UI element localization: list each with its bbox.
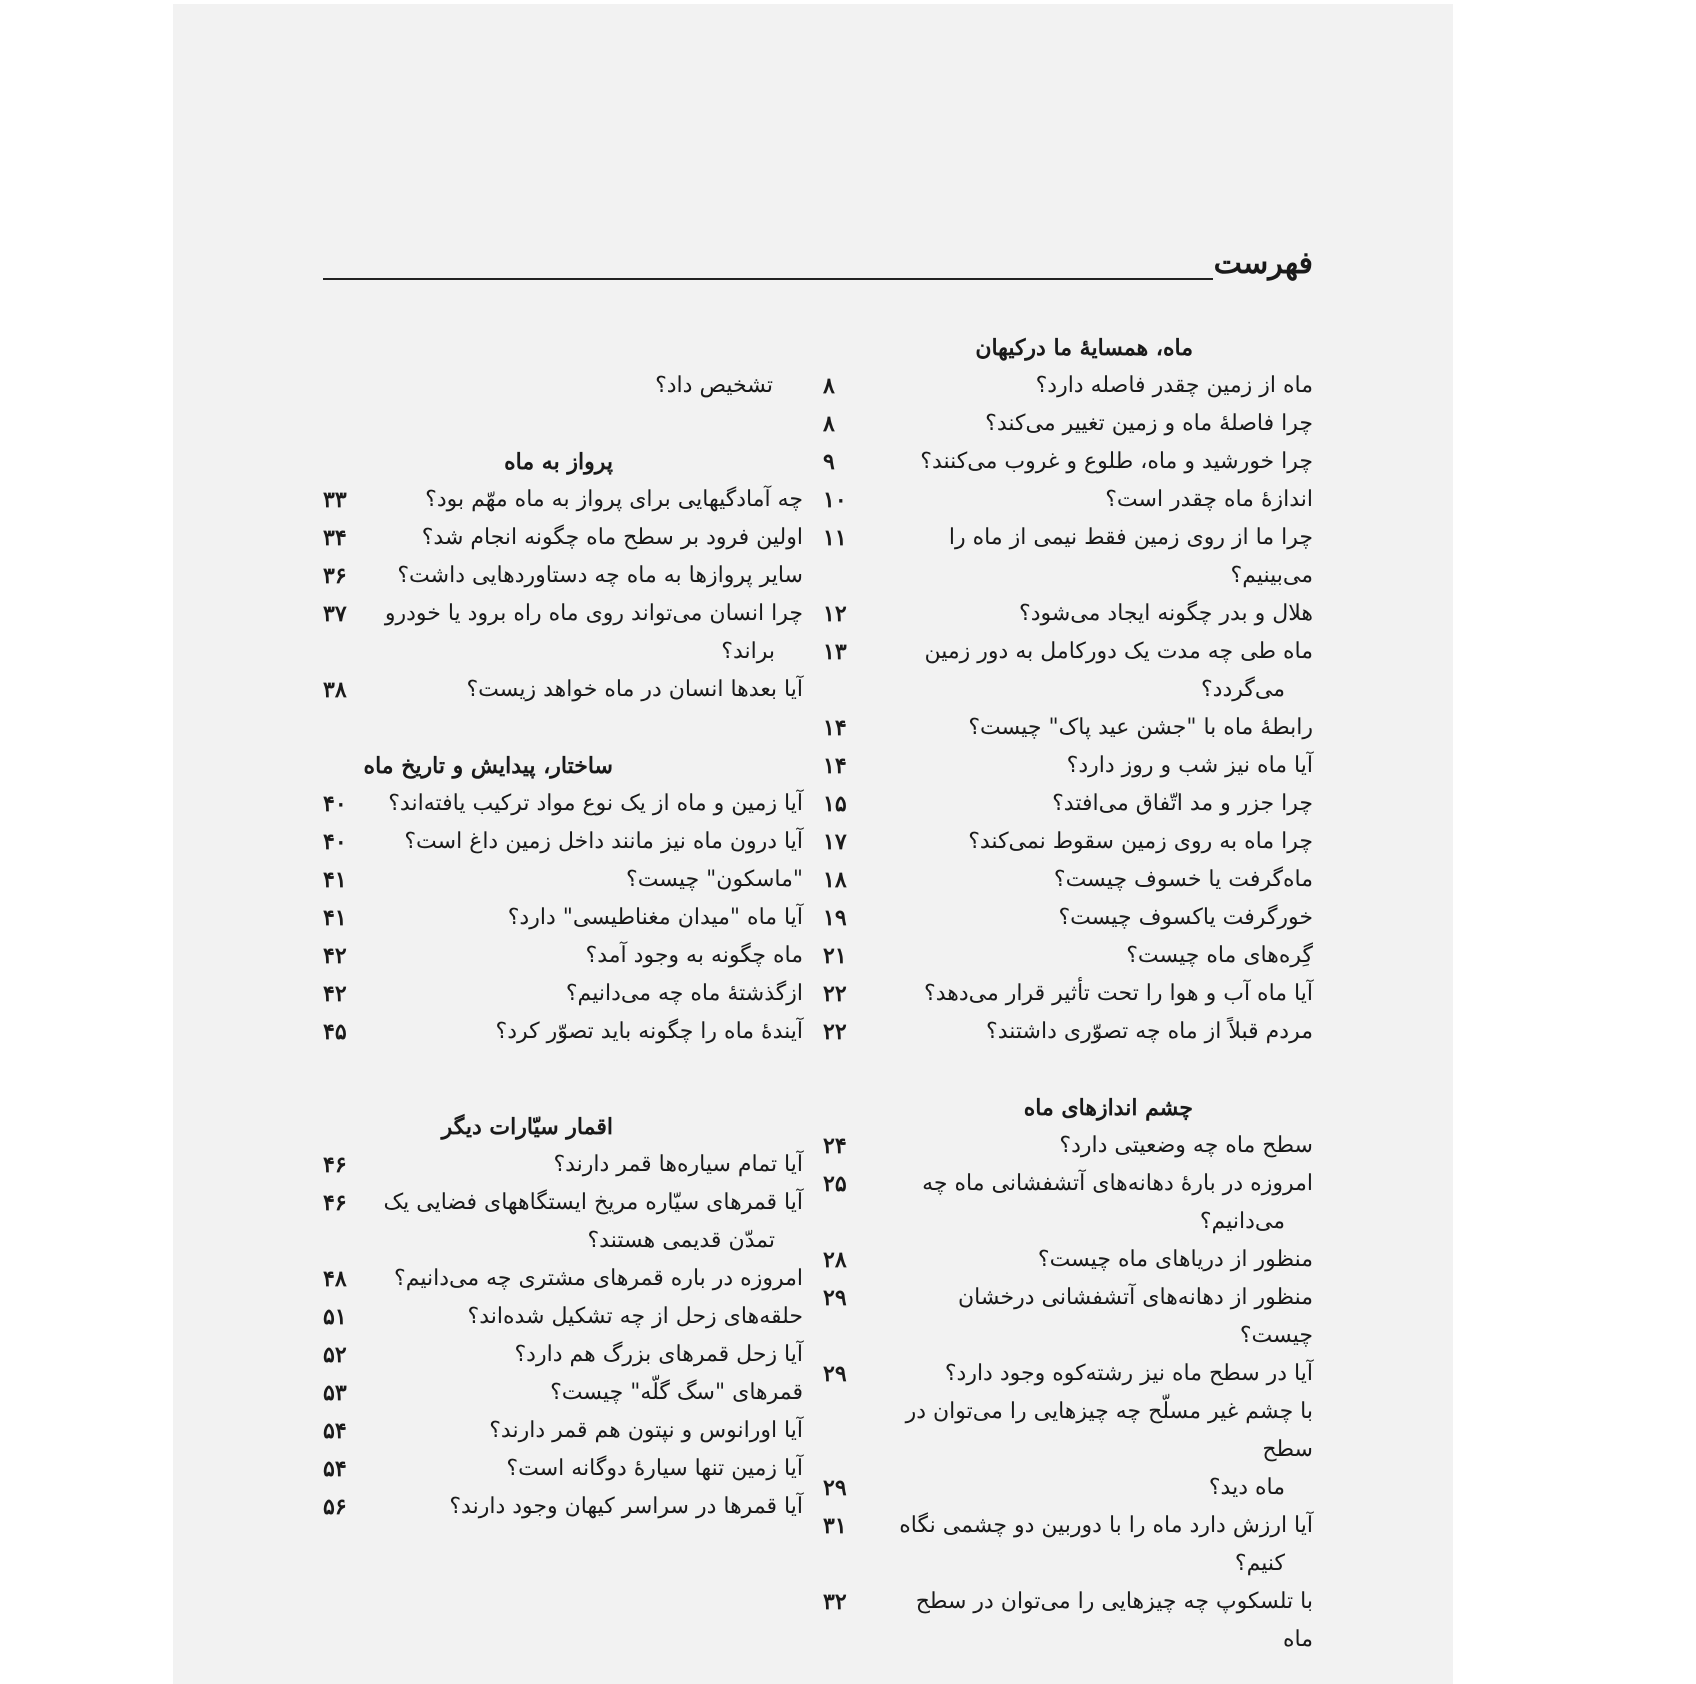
toc-entry-continuation — [823, 1469, 1313, 1507]
entry-title: آیا قمرها در سراسر کیهان وجود دارند؟ — [449, 1494, 803, 1519]
toc-entry — [323, 671, 803, 709]
entry-page: ۴۱ — [323, 905, 347, 931]
entry-title: آیا ماه "میدان مغناطیسی" دارد؟ — [507, 905, 803, 930]
toc-entry — [323, 1260, 803, 1298]
entry-title: با چشم غیر مسلّح چه چیزهایی را می‌توان در سطح — [905, 1399, 1313, 1462]
entry-title: ماه از زمین چقدر فاصله دارد؟ — [1035, 373, 1313, 398]
entry-title-continuation: ماه دید؟ — [1208, 1475, 1285, 1500]
entry-title: آیا قمرهای سیّاره مریخ ایستگاههای فضایی یک — [383, 1190, 803, 1215]
entry-page: ۴۸ — [323, 1266, 347, 1292]
entry-page: ۲۲ — [823, 1019, 847, 1045]
page-title: فهرست — [1213, 246, 1313, 281]
toc-entry — [323, 481, 803, 519]
toc-entry — [823, 1355, 1313, 1393]
entry-title: چرا انسان می‌تواند روی ماه راه برود یا خودرو — [384, 601, 803, 626]
entry-title: آیا در سطح ماه نیز رشته‌کوه وجود دارد؟ — [944, 1361, 1313, 1386]
toc-column-right — [823, 329, 1313, 1659]
entry-title: چرا جزر و مد اتّفاق می‌افتد؟ — [1052, 791, 1313, 816]
entry-title: منظور از دریاهای ماه چیست؟ — [1037, 1247, 1313, 1272]
entry-page: ۱۹ — [823, 905, 847, 931]
entry-title: چرا ماه به روی زمین سقوط نمی‌کند؟ — [968, 829, 1313, 854]
toc-entry — [323, 823, 803, 861]
entry-title: سایر پروازها به ماه چه دستاوردهایی داشت؟ — [397, 563, 803, 588]
entry-page: ۱۸ — [823, 867, 847, 893]
toc-entry — [823, 1165, 1313, 1203]
entry-title: آیا ارزش دارد ماه را با دوربین دو چشمی نگاه — [899, 1513, 1313, 1538]
toc-entry — [823, 861, 1313, 899]
entry-title: آیا ماه آب و هوا را تحت تأثیر قرار می‌دهد؟ — [924, 981, 1313, 1006]
entry-title-continuation: تشخیص داد؟ — [655, 373, 773, 398]
toc-entry — [323, 1184, 803, 1222]
entry-title: قمرهای "سگ گلّه" چیست؟ — [550, 1380, 803, 1405]
toc-entry — [823, 1241, 1313, 1279]
entry-title-continuation: کنیم؟ — [1234, 1551, 1285, 1576]
entry-page: ۳۴ — [323, 525, 347, 551]
toc-column-left — [323, 329, 803, 1526]
entry-page: ۲۹ — [823, 1475, 847, 1501]
entry-title: با تلسکوپ چه چیزهایی را می‌توان در سطح ماه — [915, 1589, 1313, 1652]
entry-page: ۴۰ — [323, 791, 347, 817]
entry-page: ۲۸ — [823, 1247, 847, 1273]
entry-title: منظور از دهانه‌های آتشفشانی درخشان چیست؟ — [958, 1285, 1313, 1348]
entry-page: ۵۱ — [323, 1304, 347, 1330]
toc-entry — [823, 1583, 1313, 1659]
entry-page: ۲۴ — [823, 1133, 847, 1159]
entry-title-continuation: تمدّن قدیمی هستند؟ — [587, 1228, 775, 1253]
entry-page: ۵۳ — [323, 1380, 347, 1406]
toc-entry — [823, 1393, 1313, 1469]
entry-page: ۳۲ — [823, 1589, 847, 1615]
toc-entry — [823, 481, 1313, 519]
entry-title: "ماسکون" چیست؟ — [626, 867, 803, 892]
entry-title: خورگرفت یاکسوف چیست؟ — [1058, 905, 1313, 930]
entry-page: ۱۵ — [823, 791, 847, 817]
toc-entry — [323, 1146, 803, 1184]
toc-entry-continuation — [323, 633, 803, 671]
entry-page: ۱۲ — [823, 601, 847, 627]
entry-title: اندازهٔ ماه چقدر است؟ — [1105, 487, 1313, 512]
entry-title: آیندهٔ ماه را چگونه باید تصوّر کرد؟ — [495, 1019, 803, 1044]
entry-title: چرا خورشید و ماه، طلوع و غروب می‌کنند؟ — [920, 449, 1313, 474]
toc-entry — [323, 595, 803, 633]
entry-page: ۲۲ — [823, 981, 847, 1007]
entry-title: حلقه‌های زحل از چه تشکیل شده‌اند؟ — [467, 1304, 803, 1329]
toc-entry — [323, 1450, 803, 1488]
entry-page: ۴۲ — [323, 943, 347, 969]
entry-page: ۱۷ — [823, 829, 847, 855]
section-heading: ساختار، پیدایش و تاریخ ماه — [363, 753, 613, 779]
entry-title: گِره‌های ماه چیست؟ — [1126, 943, 1313, 968]
entry-page: ۲۱ — [823, 943, 847, 969]
toc-entry — [323, 975, 803, 1013]
entry-page: ۴۶ — [323, 1152, 347, 1178]
toc-entry — [823, 747, 1313, 785]
entry-title: آیا درون ماه نیز مانند داخل زمین داغ است؟ — [404, 829, 803, 854]
entry-title: چه آمادگیهایی برای پرواز به ماه مهّم بود؟ — [425, 487, 803, 512]
entry-page: ۴۱ — [323, 867, 347, 893]
entry-page: ۱۳ — [823, 639, 847, 665]
toc-entry-continuation — [823, 671, 1313, 709]
entry-page: ۵۴ — [323, 1418, 347, 1444]
entry-title: امروزه در باره قمرهای مشتری چه می‌دانیم؟ — [394, 1266, 803, 1291]
toc-entry — [823, 519, 1313, 595]
entry-page: ۱۴ — [823, 753, 847, 779]
toc-entry — [823, 785, 1313, 823]
section-heading: چشم اندازهای ماه — [1023, 1095, 1193, 1121]
entry-title: چرا ما از روی زمین فقط نیمی از ماه را می‌بینیم؟ — [948, 525, 1313, 588]
entry-page: ۳۳ — [323, 487, 347, 513]
entry-title-continuation: می‌گردد؟ — [1200, 677, 1285, 702]
entry-title: ازگذشتهٔ ماه چه می‌دانیم؟ — [565, 981, 803, 1006]
entry-page: ۵۶ — [323, 1494, 347, 1520]
entry-page: ۵۴ — [323, 1456, 347, 1482]
toc-entry — [823, 443, 1313, 481]
entry-title: آیا زمین و ماه از یک نوع مواد ترکیب یافته‌اند؟ — [388, 791, 803, 816]
entry-page: ۳۸ — [323, 677, 347, 703]
toc-entry — [823, 709, 1313, 747]
toc-entry-carryover — [323, 367, 803, 405]
entry-page: ۵۲ — [323, 1342, 347, 1368]
entry-page: ۴۶ — [323, 1190, 347, 1216]
entry-page: ۱۴ — [823, 715, 847, 741]
toc-entry — [823, 937, 1313, 975]
entry-title: امروزه در بارهٔ دهانه‌های آتشفشانی ماه چه — [922, 1171, 1313, 1196]
toc-entry — [823, 975, 1313, 1013]
toc-entry — [323, 861, 803, 899]
entry-title-continuation: می‌دانیم؟ — [1199, 1209, 1285, 1234]
entry-title: آیا زحل قمرهای بزرگ هم دارد؟ — [514, 1342, 803, 1367]
toc-entry — [323, 1488, 803, 1526]
entry-page: ۲۵ — [823, 1171, 847, 1197]
toc-entry — [823, 1279, 1313, 1355]
entry-title: ماه طی چه مدت یک دورکامل به دور زمین — [924, 639, 1313, 664]
toc-entry — [823, 405, 1313, 443]
entry-title: آیا اورانوس و نپتون هم قمر دارند؟ — [489, 1418, 803, 1443]
entry-page: ۸ — [823, 411, 835, 437]
entry-page: ۸ — [823, 373, 835, 399]
entry-page: ۳۶ — [323, 563, 347, 589]
toc-entry — [323, 1412, 803, 1450]
entry-title: ماه چگونه به وجود آمد؟ — [585, 943, 803, 968]
section-heading: اقمار سیّارات دیگر — [441, 1114, 613, 1140]
toc-entry — [823, 595, 1313, 633]
document-page — [173, 4, 1453, 1684]
toc-entry — [823, 1013, 1313, 1051]
toc-entry — [323, 1374, 803, 1412]
toc-entry — [323, 1298, 803, 1336]
entry-page: ۲۹ — [823, 1361, 847, 1387]
entry-title: آیا بعدها انسان در ماه خواهد زیست؟ — [466, 677, 803, 702]
entry-title: آیا زمین تنها سیارهٔ دوگانه است؟ — [506, 1456, 803, 1481]
entry-title: آیا تمام سیاره‌ها قمر دارند؟ — [553, 1152, 803, 1177]
entry-page: ۱۱ — [823, 525, 847, 551]
entry-page: ۴۲ — [323, 981, 347, 1007]
entry-title: اولین فرود بر سطح ماه چگونه انجام شد؟ — [421, 525, 803, 550]
entry-title: مردم قبلاً از ماه چه تصوّری داشتند؟ — [986, 1019, 1313, 1044]
toc-entry — [823, 823, 1313, 861]
toc-entry — [323, 937, 803, 975]
entry-page: ۲۹ — [823, 1285, 847, 1311]
toc-entry-continuation — [323, 1222, 803, 1260]
entry-title: آیا ماه نیز شب و روز دارد؟ — [1066, 753, 1313, 778]
entry-title: چرا فاصلهٔ ماه و زمین تغییر می‌کند؟ — [985, 411, 1313, 436]
title-rule — [323, 278, 1213, 280]
toc-entry — [823, 1507, 1313, 1545]
toc-entry — [323, 1336, 803, 1374]
toc-header — [323, 244, 1313, 284]
toc-entry-continuation — [823, 1545, 1313, 1583]
toc-entry — [823, 633, 1313, 671]
entry-page: ۳۷ — [323, 601, 347, 627]
section-heading: ماه، همسایهٔ ما درکیهان — [975, 335, 1193, 361]
entry-page: ۹ — [823, 449, 835, 475]
entry-page: ۴۵ — [323, 1019, 347, 1045]
toc-entry — [323, 1013, 803, 1051]
entry-title: رابطهٔ ماه با "جشن عید پاک" چیست؟ — [968, 715, 1313, 740]
toc-entry — [823, 899, 1313, 937]
toc-entry — [823, 1127, 1313, 1165]
entry-title: ماه‌گرفت یا خسوف چیست؟ — [1053, 867, 1313, 892]
entry-page: ۳۱ — [823, 1513, 847, 1539]
section-heading: پرواز به ماه — [504, 449, 613, 475]
entry-title: سطح ماه چه وضعیتی دارد؟ — [1059, 1133, 1313, 1158]
entry-page: ۱۰ — [823, 487, 847, 513]
entry-title-continuation: براند؟ — [721, 639, 775, 664]
entry-page: ۴۰ — [323, 829, 347, 855]
toc-entry-continuation — [823, 1203, 1313, 1241]
toc-entry — [323, 785, 803, 823]
toc-entry — [323, 557, 803, 595]
entry-title: هلال و بدر چگونه ایجاد می‌شود؟ — [1019, 601, 1313, 626]
toc-entry — [323, 519, 803, 557]
toc-entry — [323, 899, 803, 937]
toc-entry — [823, 367, 1313, 405]
